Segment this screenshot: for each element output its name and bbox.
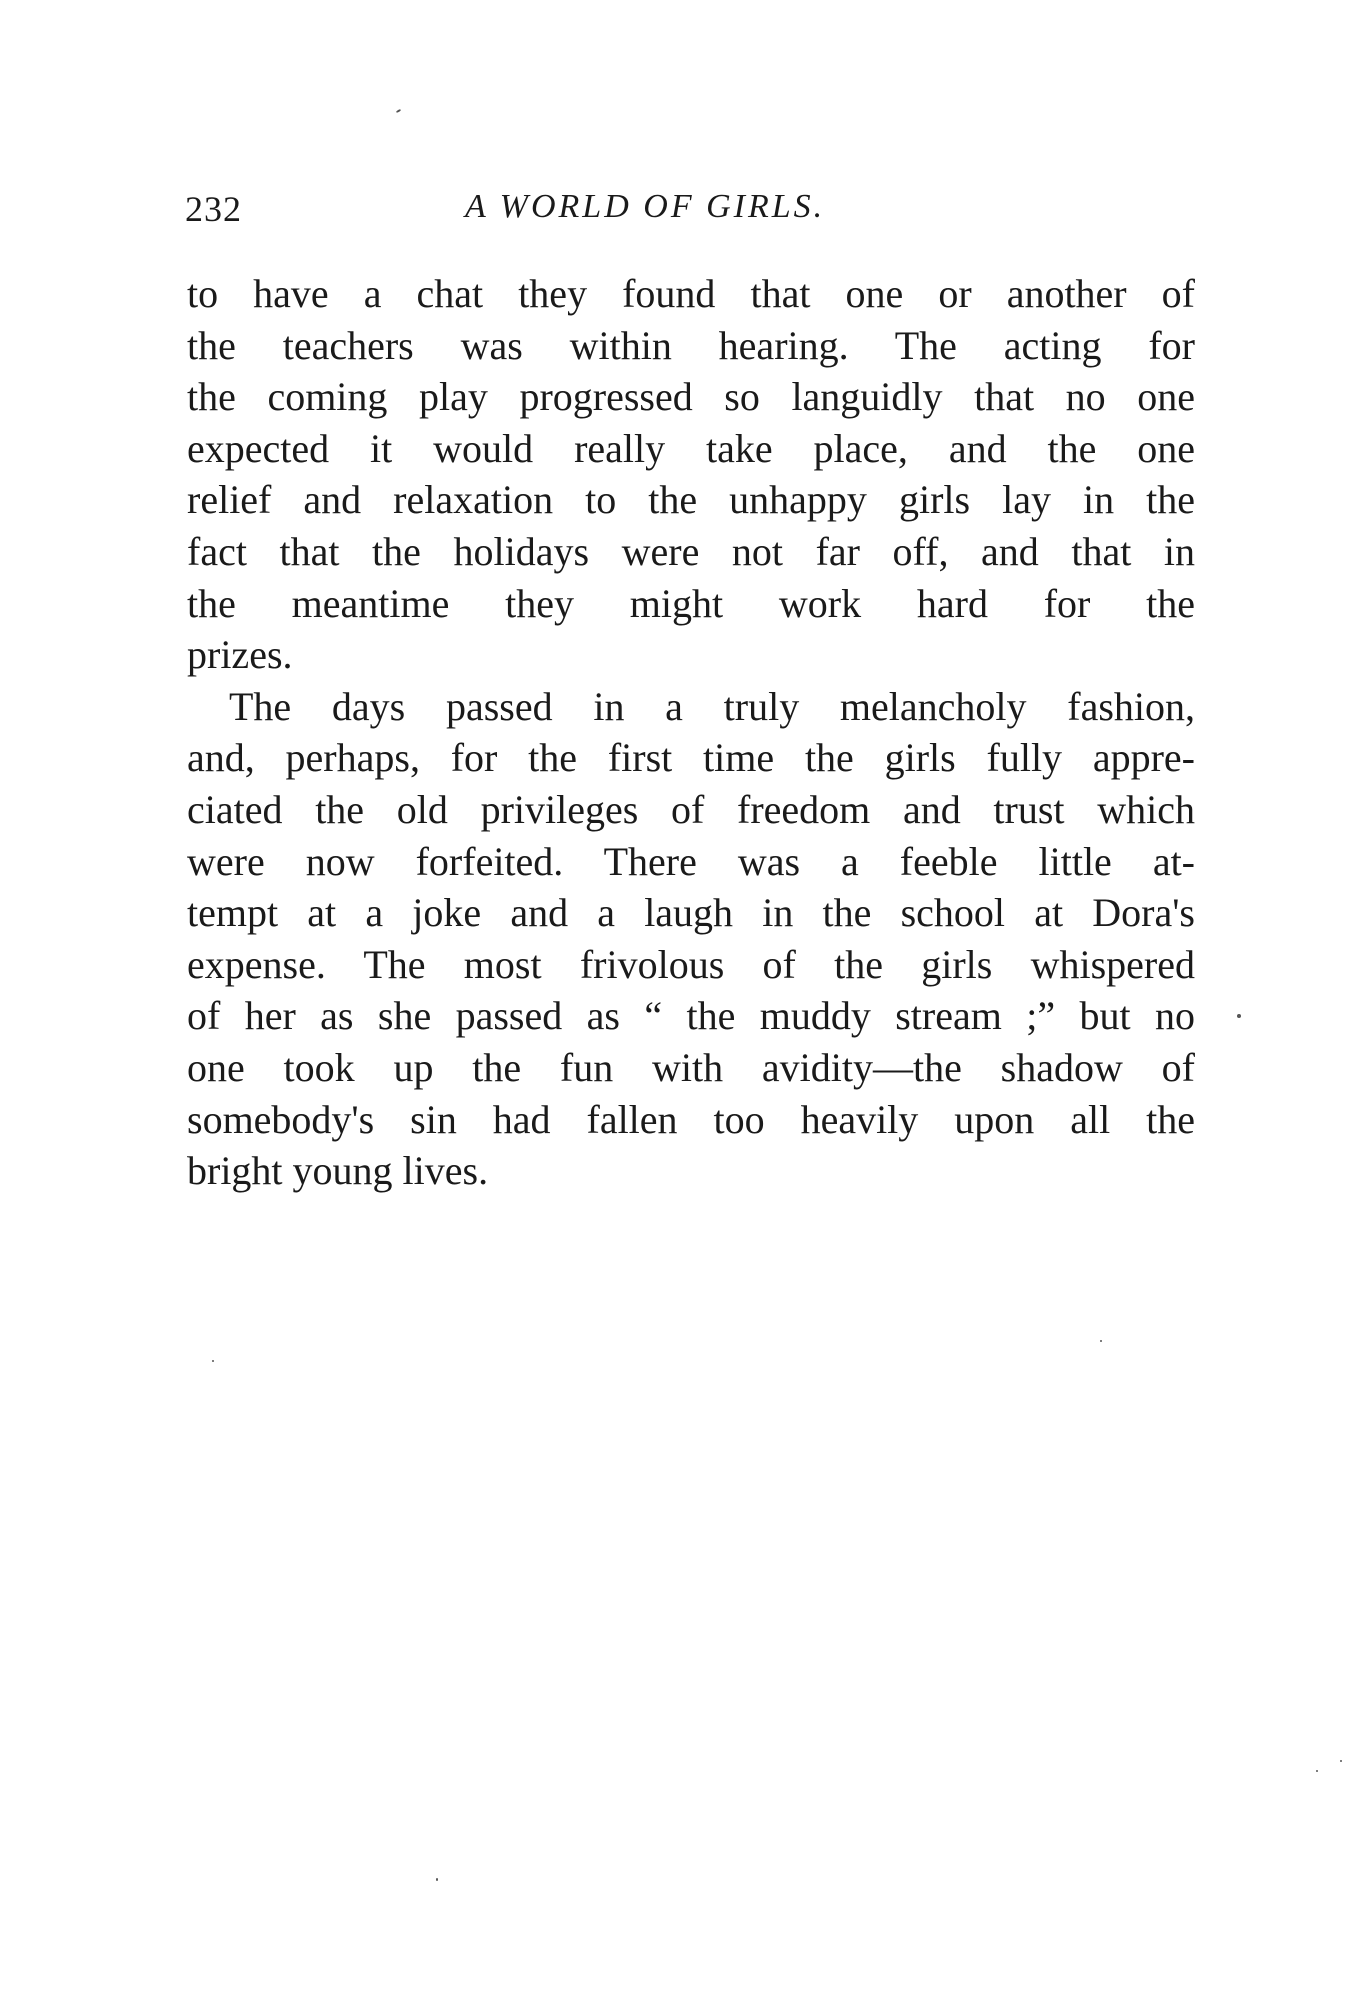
- text-line: were now forfeited. There was a feeble little at-: [187, 838, 1195, 884]
- text-line: The days passed in a truly melancholy fashion,: [229, 683, 1195, 729]
- scan-speck: [436, 1878, 438, 1881]
- text-line: ciated the old privileges of freedom and trust which: [187, 786, 1195, 832]
- scan-speck: [1340, 1760, 1342, 1762]
- scan-speck: [1316, 1770, 1318, 1772]
- body-text: [187, 268, 1195, 1197]
- text-line: the meantime they might work hard for the: [187, 580, 1195, 626]
- running-title: A WORLD OF GIRLS.: [465, 188, 826, 225]
- paragraph: [187, 268, 1195, 681]
- text-line: fact that the holidays were not far off, and that in: [187, 528, 1195, 574]
- paragraph: [187, 681, 1195, 1197]
- text-line: prizes.: [187, 632, 293, 678]
- text-line: expense. The most frivolous of the girls whispered: [187, 941, 1195, 987]
- page-number: 232: [185, 189, 242, 229]
- text-line: relief and relaxation to the unhappy girls lay in the: [187, 477, 1195, 523]
- text-line: expected it would really take place, and the one: [187, 425, 1195, 471]
- scan-speck: [1100, 1340, 1102, 1342]
- text-line: to have a chat they found that one or another of: [187, 271, 1195, 316]
- text-line: the coming play progressed so languidly that no one: [187, 374, 1195, 420]
- text-line: one took up the fun with avidity—the shadow of: [187, 1044, 1195, 1090]
- text-line: somebody's sin had fallen too heavily upon all the: [187, 1096, 1195, 1142]
- text-line: of her as she passed as “ the muddy stream ;” but no: [187, 993, 1195, 1039]
- text-line: the teachers was within hearing. The acting for: [187, 322, 1195, 368]
- scan-speck: [212, 1360, 214, 1362]
- text-line: and, perhaps, for the first time the girls fully appre-: [187, 735, 1195, 781]
- text-line: bright young lives.: [187, 1148, 489, 1194]
- scan-speck: [1237, 1014, 1241, 1018]
- page-header: [185, 188, 1195, 238]
- scan-speck: [396, 109, 401, 113]
- text-line: tempt at a joke and a laugh in the school at Dora's: [187, 890, 1195, 936]
